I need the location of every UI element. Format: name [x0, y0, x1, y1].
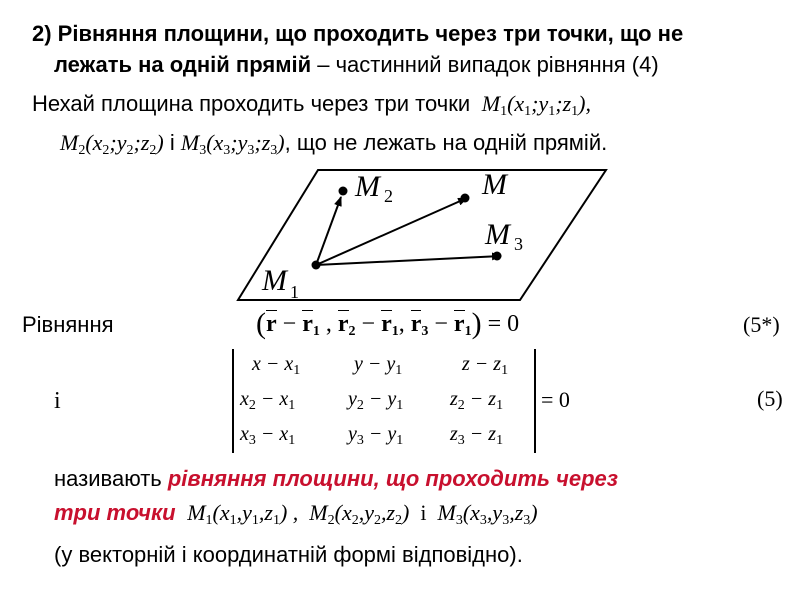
det-row-1: $x - x_1$ $y - y_1$ $z - z_1$ [252, 353, 509, 378]
point-m3: $M_3(x_3;y_3;z_3)$ [180, 130, 285, 158]
intro-line-1 [32, 88, 607, 127]
label-m: M [482, 168, 507, 201]
intro-text-3: , що не лежать на одній прямій. [284, 130, 608, 155]
point-m3-dot [493, 252, 502, 261]
intro-paragraph [32, 88, 607, 166]
conclusion-and: і [420, 500, 427, 525]
equation-5-label: і [54, 388, 61, 414]
conclusion-points: $M_1(x_1,y_1,z_1)$ , $M_2(x_2,y_2,z_2)$ і $M_3(x_3,y_3,z_3)$ [181, 500, 538, 528]
plane-parallelogram [238, 170, 606, 300]
det-row-3: $x_3 - x_1$ $y_3 - y_1$ $z_3 - z_1$ [240, 423, 504, 448]
intro-text-and: і [163, 130, 181, 155]
conclusion-paragraph [54, 462, 618, 572]
heading-line-1: 2) Рівняння площини, що проходить через три точки, що не [32, 21, 684, 46]
equation-5star-number: (5*) [743, 312, 780, 337]
point-m2: $M_2(x_2;y_2;z_2)$ [60, 130, 164, 158]
conclusion-line-3: (у векторній і координатній формі відповідно). [54, 542, 523, 567]
point-m2-dot [339, 187, 348, 196]
label-m1: M $_1$ [262, 264, 299, 302]
conclusion-line-2 [54, 496, 618, 538]
intro-text-1: Нехай площина проходить через три точки [32, 91, 471, 116]
point-m1-dot [312, 261, 321, 270]
determinant [232, 349, 542, 455]
conclusion-line-1 [54, 462, 618, 496]
point-m-dot [461, 194, 470, 203]
plane-diagram [230, 160, 620, 308]
heading-line-2 [32, 49, 782, 80]
point-m1: $M_1(x_1;y_1;z_1)$, [476, 91, 591, 119]
conclusion-highlight-2: три точки [54, 500, 176, 525]
equation-5star: ($r - r_1$ , $r_2 - r_1$, $r_3 - r_1) = 0$ [256, 307, 520, 340]
determinant-rhs: = 0 [541, 387, 570, 412]
section-heading [32, 18, 782, 80]
heading-bold-part: лежать на одній прямій [54, 52, 312, 77]
equation-5-number: (5) [757, 386, 783, 411]
det-row-2: $x_2 - x_1$ $y_2 - y_1$ $z_2 - z_1$ [240, 388, 504, 413]
conclusion-text-1: називають [54, 466, 168, 491]
label-m3: M $_3$ [485, 218, 523, 254]
equation-5star-label: Рівняння [22, 312, 114, 337]
heading-normal-part: – частинний випадок рівняння (4) [311, 52, 659, 77]
conclusion-highlight-1: рівняння площини, що проходить через [167, 466, 619, 491]
vector-m1-m3 [316, 256, 501, 265]
label-m2: M $_2$ [355, 170, 393, 206]
vector-m1-m [316, 198, 467, 265]
